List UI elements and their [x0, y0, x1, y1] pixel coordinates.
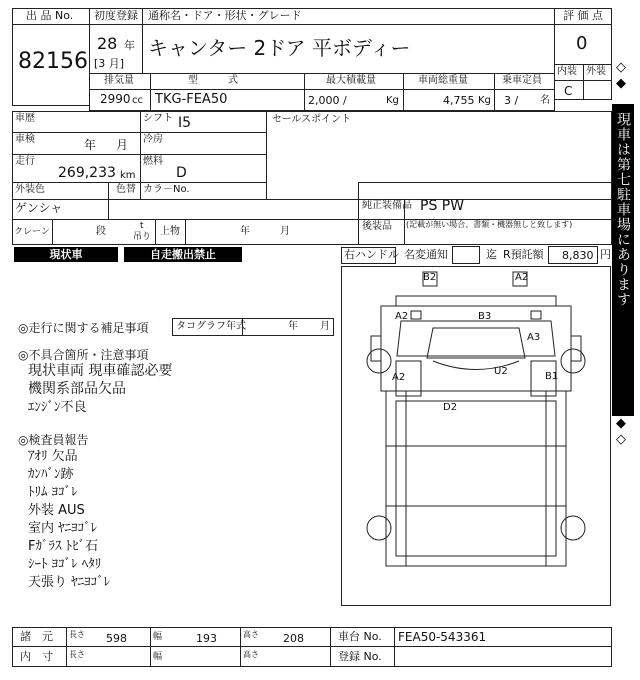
chassis-label: 車台 No. — [338, 630, 382, 643]
model-label: 型 式 — [188, 75, 238, 86]
ext-color-label: 外装色 — [15, 184, 45, 195]
tacho-month: 月 — [320, 321, 330, 332]
specs-label: 諸 元 — [20, 630, 53, 643]
max-load-label: 最大積載量 — [326, 75, 376, 86]
self-removal-badge: 自走搬出禁止 — [124, 247, 242, 262]
inspector-line: ﾄﾘﾑ ﾖｺﾞﾚ — [28, 485, 78, 500]
damage-mark-b3: B3 — [478, 311, 492, 322]
gross-weight-unit: Kg — [478, 95, 491, 106]
fuel-value: D — [176, 165, 187, 181]
gross-weight-label: 車両総重量 — [418, 75, 468, 86]
internal-length-label: 長さ — [69, 650, 85, 659]
height-label: 高さ — [243, 630, 259, 639]
car-name: キャンター 2ドア 平ボディー — [148, 36, 411, 60]
dimensions-table — [12, 627, 612, 667]
damage-mark-b1: B1 — [545, 371, 559, 382]
inspector-title: ◎検査員報告 — [18, 433, 89, 447]
odo-prefix: 迄 — [486, 248, 497, 261]
mileage-unit: km — [120, 170, 136, 181]
aftermarket-label: 後装品 — [362, 221, 392, 232]
sidebar-diamond-bottom-filled: ◆ — [616, 416, 626, 431]
capacity-label: 乗車定員 — [502, 75, 542, 86]
sidebar-diamond-top-filled: ◆ — [616, 76, 626, 91]
running-title: ◎走行に関する補足事項 — [18, 321, 149, 335]
inspection-label: 車検 — [15, 134, 35, 145]
aircon-label: 冷房 — [143, 134, 163, 145]
score-value: 0 — [576, 33, 588, 54]
chassis-value: FEA50-543361 — [398, 630, 487, 644]
genuine-equip-value: PS PW — [420, 198, 465, 214]
mileage-value: 269,233 — [58, 165, 116, 181]
displacement-label: 排気量 — [104, 75, 134, 86]
damage-mark-d2: D2 — [443, 402, 458, 413]
deposit-value: 8,830 — [562, 249, 594, 262]
defect-line: 現状車両 現車確認必要 — [28, 363, 173, 379]
reg-label: 初度登録 — [94, 9, 138, 22]
interior-grade: C — [564, 84, 573, 98]
name-change-label: 名変通知 — [404, 248, 448, 261]
crane-ton: t — [140, 221, 144, 231]
displacement-unit: cc — [132, 95, 143, 106]
exterior-label: 外装 — [586, 66, 606, 77]
sales-point-label: セールスポイント — [272, 114, 352, 125]
capacity-value: 3 / — [504, 94, 519, 107]
reg-no-label: 登録 No. — [338, 650, 382, 663]
upper-month: 月 — [280, 226, 290, 237]
displacement-value: 2990 — [100, 92, 131, 106]
sidebar-diamond-top: ◇ — [616, 60, 626, 75]
genuine-equip-label: 純正装備品 — [362, 200, 412, 211]
length-label: 長さ — [69, 630, 85, 639]
reg-month: [3 月] — [94, 57, 125, 70]
reg-year: 28 — [97, 34, 118, 53]
height-value: 208 — [283, 632, 304, 645]
reg-year-unit: 年 — [124, 39, 135, 52]
color-change-label: 色替 — [116, 184, 136, 195]
current-state-badge: 現状車 — [14, 247, 118, 262]
inspector-line: 天張り ﾔﾆﾖｺﾞﾚ — [28, 575, 111, 590]
tacho-year: 年 — [288, 321, 298, 332]
tacho-label: タコグラフ年式 — [176, 321, 246, 332]
sidebar-text: 現車は第七駐車場にあります — [615, 112, 631, 307]
history-label: 車歴 — [15, 113, 35, 124]
crane-hang: 吊り — [133, 232, 152, 242]
internal-label: 内 寸 — [20, 650, 53, 663]
right-handle-label: 右ハンドル — [344, 248, 399, 261]
deposit-label: R預託額 — [503, 248, 544, 261]
defects-title: ◎不具合箇所・注意事項 — [18, 348, 149, 362]
color-no-label: カラ－No. — [143, 184, 190, 195]
inspector-line: ｼｰﾄ ﾖｺﾞﾚ ﾍﾀﾘ — [28, 557, 102, 572]
name-change-box — [452, 246, 480, 264]
inspection-month: 月 — [116, 138, 129, 152]
crane-stage: 段 — [96, 226, 106, 237]
max-load-value: 2,000 / — [308, 94, 347, 107]
shift-value: I5 — [178, 115, 192, 131]
length-value: 598 — [106, 632, 127, 645]
lot-label: 出 品 No. — [26, 9, 74, 22]
damage-mark-a2-left: A2 — [392, 372, 406, 383]
inspector-line: ｱｵﾘ 欠品 — [28, 449, 78, 464]
model-value: TKG-FEA50 — [155, 92, 228, 107]
inspection-year: 年 — [84, 138, 97, 152]
mileage-label: 走行 — [15, 156, 35, 167]
damage-mark-a2-top: A2 — [515, 272, 529, 283]
ext-color-value: ゲンシャ — [15, 201, 63, 215]
aftermarket-note: (記載が無い場合、書類・機器無しと致します) — [406, 220, 573, 229]
damage-mark-u2: U2 — [494, 366, 508, 377]
sidebar-diamond-bottom: ◇ — [616, 432, 626, 447]
width-label: 幅 — [153, 632, 163, 642]
inspector-line: 室内 ﾔﾆﾖｺﾞﾚ — [28, 521, 98, 536]
name-label: 通称名・ドア・形状・グレード — [148, 9, 302, 22]
score-label: 評 価 点 — [563, 9, 603, 22]
truck-diagram — [341, 266, 611, 606]
internal-height-label: 高さ — [243, 650, 259, 659]
upper-label: 上物 — [160, 226, 180, 237]
damage-mark-b2: B2 — [423, 272, 437, 283]
lot-number: 82156 — [18, 49, 88, 74]
crane-label: クレーン — [14, 227, 50, 237]
defect-line: 機関系部品欠品 — [28, 381, 126, 397]
shift-label: シフト — [143, 113, 173, 124]
fuel-label: 燃料 — [143, 156, 163, 167]
internal-width-label: 幅 — [153, 652, 163, 662]
upper-year: 年 — [240, 226, 250, 237]
width-value: 193 — [196, 632, 217, 645]
inspector-line: 外装 AUS — [28, 503, 85, 518]
damage-mark-a3: A3 — [527, 332, 541, 343]
inspector-line: ｶﾝﾊﾞﾝ跡 — [28, 467, 74, 482]
deposit-unit: 円 — [600, 248, 611, 261]
gross-weight-value: 4,755 — [443, 94, 475, 107]
capacity-unit: 名 — [540, 95, 550, 106]
max-load-unit: Kg — [386, 95, 399, 106]
inspector-line: Fｶﾞﾗｽ ﾄﾋﾞ石 — [28, 539, 99, 554]
location-sidebar — [612, 104, 634, 416]
defect-line: ｴﾝｼﾞﾝ不良 — [28, 400, 87, 415]
interior-label: 内装 — [557, 66, 577, 77]
damage-mark-a2-upper: A2 — [395, 311, 409, 322]
